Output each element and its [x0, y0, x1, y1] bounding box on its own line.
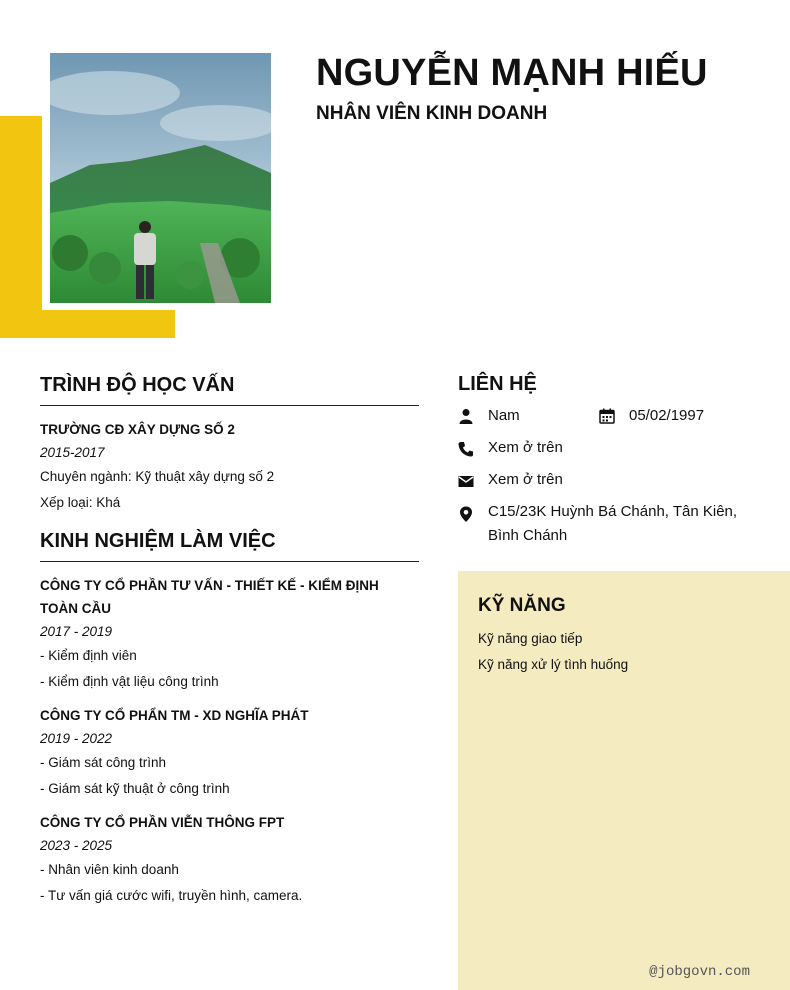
job-item	[40, 574, 419, 695]
job-duty: - Nhân viên kinh doanh	[40, 862, 179, 877]
experience-heading: KINH NGHIỆM LÀM VIỆC	[40, 530, 419, 562]
job-duty: - Kiểm định viên	[40, 648, 137, 663]
phone-icon	[458, 441, 474, 457]
job-period: 2019 - 2022	[40, 731, 113, 746]
contact-heading: LIÊN HỆ	[458, 373, 537, 395]
profile-photo	[50, 53, 271, 303]
person-icon	[458, 408, 474, 424]
skill-item: Kỹ năng xử lý tình huống	[478, 657, 629, 672]
job-duty: - Giám sát công trình	[40, 755, 167, 770]
education-heading: TRÌNH ĐỘ HỌC VẤN	[40, 374, 419, 406]
left-column	[40, 374, 419, 918]
gender-value: Nam	[488, 407, 520, 424]
job-period: 2017 - 2019	[40, 624, 113, 639]
company-name: CÔNG TY CỔ PHẦN VIỄN THÔNG FPT	[40, 815, 285, 830]
accent-block-vertical	[0, 116, 42, 338]
phone-value: Xem ở trên	[488, 439, 563, 456]
job-item	[40, 704, 419, 802]
job-duty: - Tư vấn giá cước wifi, truyền hình, camera.	[40, 888, 303, 903]
job-duty: - Giám sát kỹ thuật ở công trình	[40, 781, 230, 796]
birthday-value: 05/02/1997	[629, 407, 705, 424]
skill-item: Kỹ năng giao tiếp	[478, 631, 583, 646]
skills-panel	[458, 571, 790, 990]
job-duty: - Kiểm định vật liệu công trình	[40, 674, 219, 689]
full-name: NGUYỄN MẠNH HIẾU	[316, 52, 708, 94]
job-title: NHÂN VIÊN KINH DOANH	[316, 103, 548, 124]
address-value: C15/23K Huỳnh Bá Chánh, Tân Kiên, Bình Chánh	[488, 503, 738, 544]
email-value: Xem ở trên	[488, 471, 563, 488]
company-name: CÔNG TY CỔ PHẦN TƯ VẤN - THIẾT KẾ - KIỂM ĐỊNH TOÀN CẦU	[40, 578, 379, 616]
education-grade: Xếp loại: Khá	[40, 495, 121, 510]
envelope-icon	[458, 473, 474, 489]
map-pin-icon	[458, 505, 474, 523]
job-item	[40, 811, 419, 909]
skills-heading: KỸ NĂNG	[478, 595, 566, 616]
skills-list	[478, 626, 628, 678]
company-name: CÔNG TY CỔ PHẨN TM - XD NGHĨA PHÁT	[40, 708, 309, 723]
school-name: TRƯỜNG CĐ XÂY DỰNG SỐ 2	[40, 422, 235, 437]
education-item	[40, 418, 419, 516]
job-period: 2023 - 2025	[40, 838, 113, 853]
accent-block-horizontal	[0, 310, 175, 338]
education-period: 2015-2017	[40, 445, 105, 460]
education-major: Chuyên ngành: Kỹ thuật xây dựng số 2	[40, 469, 275, 484]
calendar-icon	[599, 408, 615, 424]
watermark: @jobgovn.com	[649, 964, 750, 980]
